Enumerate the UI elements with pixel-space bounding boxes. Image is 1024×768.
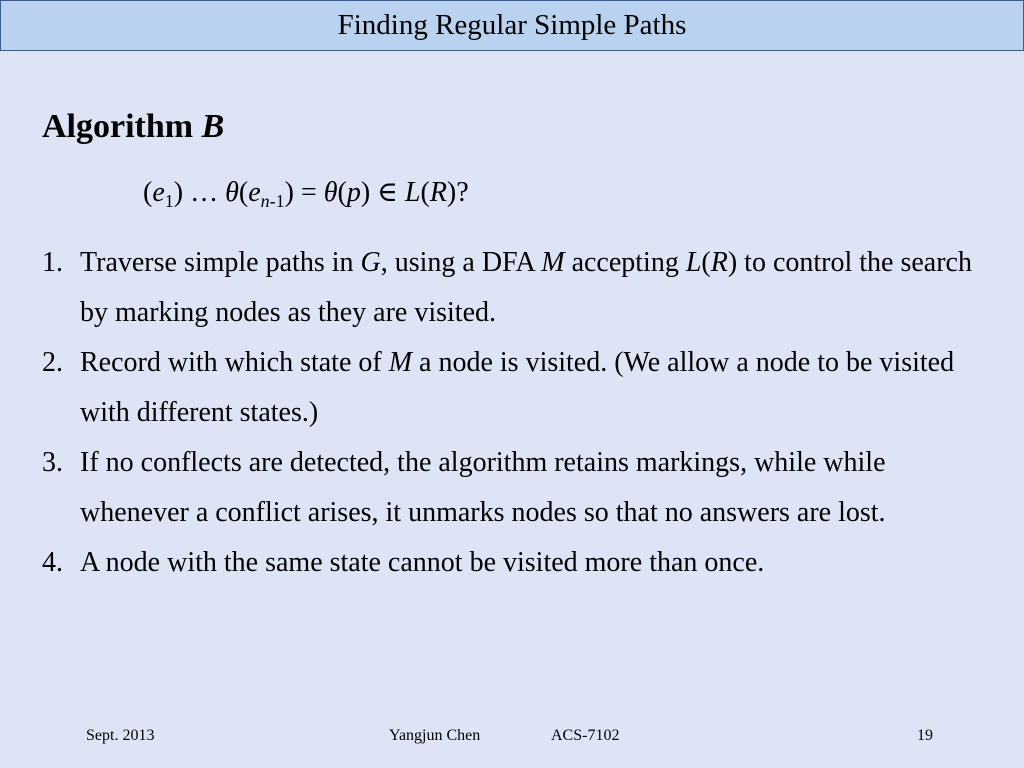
text-var: M: [388, 347, 413, 378]
text-run: ) to control the search by marking nodes as they are visited.: [80, 247, 972, 328]
item-number: 4.: [42, 547, 63, 578]
heading-italic: B: [201, 108, 225, 145]
formula-sub-var: n: [260, 191, 270, 211]
formula-part: [398, 177, 405, 208]
text-var: G: [360, 247, 381, 278]
text-var: R: [710, 247, 728, 278]
element-of-symbol: ∈: [377, 177, 398, 208]
page-number: 19: [917, 727, 933, 744]
item-number: 3.: [42, 447, 63, 478]
item-text: [80, 238, 992, 338]
item-number: 2.: [42, 347, 63, 378]
text-run: Traverse simple paths in: [80, 247, 361, 278]
formula-var: L: [404, 177, 421, 208]
formula-sub: 1: [164, 191, 174, 211]
text-run: (: [701, 247, 711, 278]
slide-title-bar: [0, 0, 1024, 51]
step-list: [42, 238, 992, 588]
formula-var: e: [152, 177, 165, 208]
formula-part: (: [337, 177, 347, 208]
text-run: , using a DFA: [380, 247, 542, 278]
formula-part: (: [238, 177, 249, 208]
footer-course: ACS-7102: [551, 727, 620, 744]
formula-part: (: [143, 177, 153, 208]
text-run: a node is visited. (We allow a node to be visited with different states.): [80, 347, 955, 428]
formula-part: ) …: [173, 177, 226, 208]
text-run: Record with which state of: [80, 347, 389, 378]
text-var: M: [541, 247, 565, 278]
item-number: 1.: [42, 247, 63, 278]
slide-title: Finding Regular Simple Paths: [337, 9, 687, 41]
text-var: L: [685, 247, 702, 278]
heading-text: Algorithm: [42, 108, 202, 145]
text-run: accepting: [564, 247, 686, 278]
footer-author: Yangjun Chen: [389, 727, 481, 744]
item-text: [80, 338, 992, 438]
formula-var: e: [248, 177, 261, 208]
list-item: [42, 538, 992, 588]
formula-theta: θ: [225, 177, 239, 208]
formula-part: ): [360, 177, 378, 208]
footer-date: Sept. 2013: [86, 727, 155, 744]
formula-var: p: [346, 177, 361, 208]
formula-theta: θ: [323, 177, 338, 208]
item-text: If no conflects are detected, the algorithm retains markings, while while whenever a conflict arises, it unmarks nodes so that no answers are lost.: [80, 447, 886, 528]
formula-sub: [261, 191, 285, 211]
formula-part: ) =: [284, 177, 324, 208]
section-heading: [42, 108, 224, 146]
list-item: [42, 438, 992, 538]
list-item: [42, 338, 992, 438]
item-text: A node with the same state cannot be visited more than once.: [80, 547, 765, 578]
list-item: [42, 238, 992, 338]
formula: [143, 175, 469, 209]
formula-sub-part: -1: [269, 191, 285, 211]
formula-var: R: [429, 177, 447, 208]
formula-part: )?: [446, 177, 469, 208]
formula-part: (: [420, 177, 430, 208]
